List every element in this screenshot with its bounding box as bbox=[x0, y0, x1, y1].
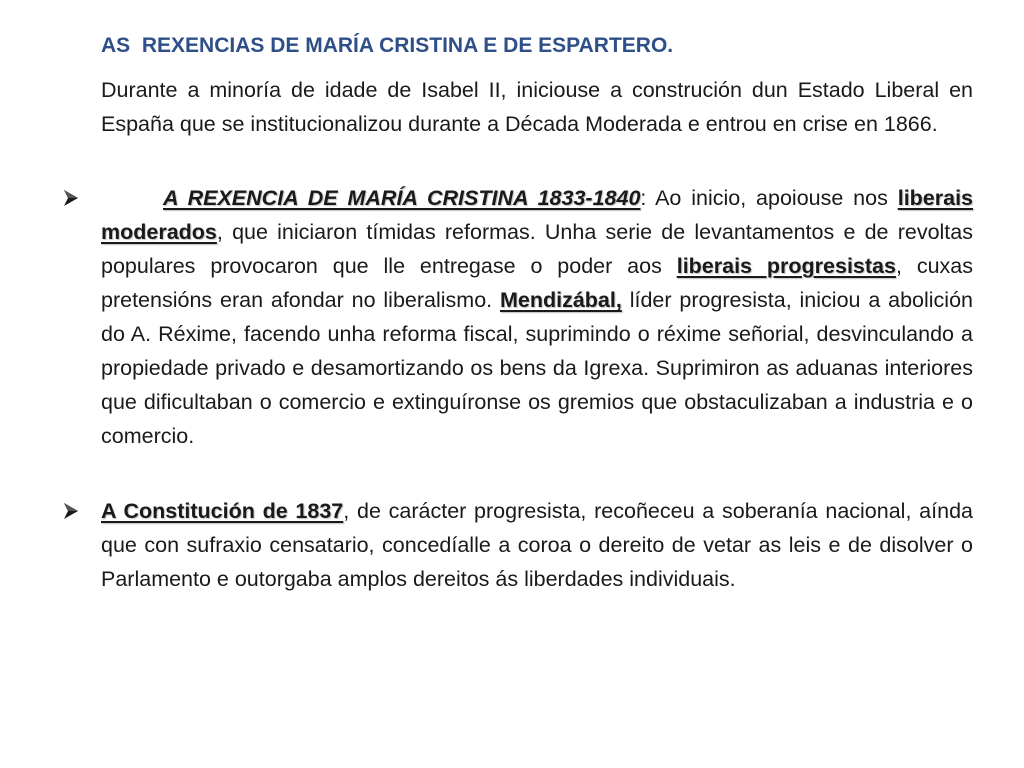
intro-paragraph: Durante a minoría de idade de Isabel II, iniciouse a construción dun Estado Liberal en España que se institucionalizou durante a Década Moderada e entrou en crise en 1866. bbox=[101, 78, 973, 136]
bullet-constitution-1837 bbox=[62, 494, 973, 596]
bullet-regency-maria-cristina bbox=[62, 181, 973, 453]
bullet-1-text bbox=[101, 181, 973, 453]
bullet-1-text-b: , que iniciaron tímidas reformas. Unha serie de levantamentos e de revoltas populares provocaron que lle entregase o poder aos bbox=[101, 220, 973, 278]
constitution-heading: A Constitución de 1837 bbox=[101, 499, 344, 523]
slide-title: AS REXENCIAS DE MARÍA CRISTINA E DE ESPARTERO. bbox=[101, 34, 674, 57]
bullet-1-text-c: , cuxas pretensións eran afondar no liberalismo. bbox=[101, 254, 973, 312]
bullet-1-text-a: : Ao inicio, apoiouse nos bbox=[640, 186, 898, 210]
arrow-bullet-icon bbox=[62, 501, 82, 521]
term-mendizabal: Mendizábal, bbox=[499, 288, 622, 312]
term-liberais-moderados: liberais moderados bbox=[101, 186, 974, 244]
bullet-2-body: , de carácter progresista, recoñeceu a soberanía nacional, aínda que con sufraxio censatario, concedíalle a coroa o dereito de vetar as leis e de disolver o Parlamento e outorgaba amplos dereitos ás liberdades individuais. bbox=[101, 499, 973, 591]
arrow-bullet-icon bbox=[62, 188, 82, 208]
regency-heading: A REXENCIA DE MARÍA CRISTINA 1833-1840 bbox=[163, 186, 641, 210]
term-liberais-progresistas: liberais progresistas bbox=[676, 254, 896, 278]
bullet-2-text bbox=[101, 494, 973, 596]
bullet-1-text-d: líder progresista, iniciou a abolición do A. Réxime, facendo unha reforma fiscal, suprimindo o réxime señorial, desvinculando a propiedade privado e desamortizando os bens da Igrexa. Suprimiron as aduanas interiores que dificultaban o comercio e extinguíronse os gremios que obstaculizaban a industria e o comercio. bbox=[101, 288, 973, 448]
